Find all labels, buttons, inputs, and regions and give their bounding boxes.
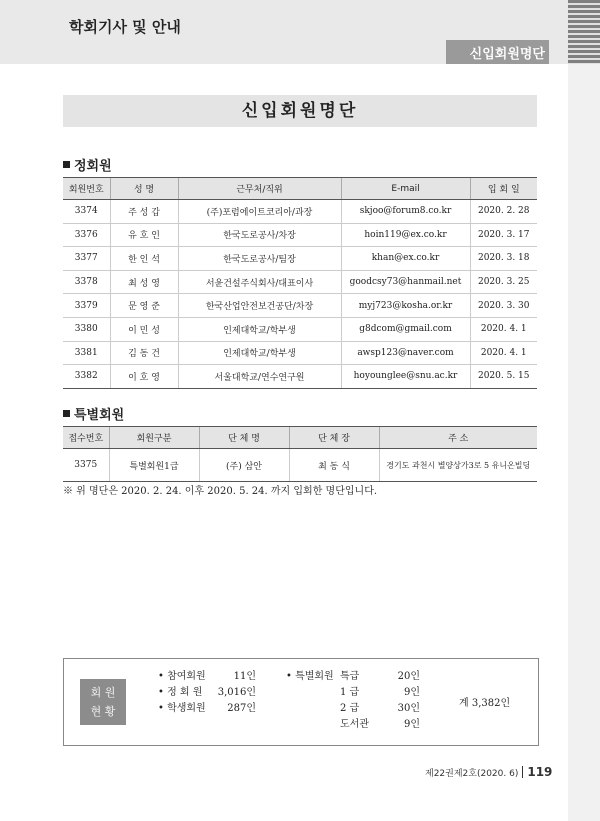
- member-name: 이 호 영: [110, 365, 178, 389]
- member-email: skjoo@forum8.co.kr: [341, 200, 470, 224]
- member-email: khan@ex.co.kr: [341, 247, 470, 271]
- column-header: 단 체 장: [289, 427, 379, 449]
- summary-left-counts: [212, 669, 256, 717]
- table-row: [63, 247, 537, 271]
- table-row: [63, 317, 537, 341]
- member-name: 유 호 인: [110, 223, 178, 247]
- organization-head: 최 동 식: [289, 449, 379, 482]
- member-email: hoyounglee@snu.ac.kr: [341, 365, 470, 389]
- column-header: 주 소: [379, 427, 537, 449]
- membership-summary: [63, 658, 539, 746]
- column-header: 성 명: [110, 178, 178, 200]
- column-header: 단 체 명: [199, 427, 289, 449]
- member-number: 3379: [63, 294, 110, 318]
- summary-grade: 1 급: [340, 687, 360, 698]
- member-name: 최 성 영: [110, 270, 178, 294]
- table-row: [63, 270, 537, 294]
- summary-left-names: [158, 669, 206, 717]
- member-affiliation: 인제대학교/학부생: [178, 317, 341, 341]
- member-join-date: 2020. 4. 1: [470, 341, 537, 365]
- section-tab-label: 신입회원명단: [469, 47, 545, 62]
- summary-label-line: 회 원: [90, 686, 116, 699]
- member-affiliation: 한국도로공사/팀장: [178, 247, 341, 271]
- bullet-square-icon: [63, 410, 70, 417]
- section-tab: [446, 40, 549, 64]
- header-bar: [0, 0, 568, 64]
- member-join-date: 2020. 2. 28: [470, 200, 537, 224]
- table-row: [63, 294, 537, 318]
- member-affiliation: 서울대학교/연수연구원: [178, 365, 341, 389]
- page-title: 신입회원명단: [63, 95, 537, 127]
- member-number: 3376: [63, 223, 110, 247]
- table-row: [63, 200, 537, 224]
- member-name: 이 민 성: [110, 317, 178, 341]
- member-name: 한 인 석: [110, 247, 178, 271]
- member-number: 3378: [63, 270, 110, 294]
- column-header: 접수번호: [63, 427, 109, 449]
- header-stripes: [568, 0, 600, 64]
- column-header: 회원번호: [63, 178, 110, 200]
- member-number: 3380: [63, 317, 110, 341]
- page-number: 119: [527, 765, 553, 779]
- regular-heading-label: 정회원: [74, 159, 112, 174]
- member-name: 주 성 갑: [110, 200, 178, 224]
- member-affiliation: 인제대학교/학부생: [178, 341, 341, 365]
- receipt-number: 3375: [63, 449, 109, 482]
- member-join-date: 2020. 3. 17: [470, 223, 537, 247]
- special-heading: [63, 404, 124, 423]
- member-join-date: 2020. 3. 18: [470, 247, 537, 271]
- summary-item-name: • 정 회 원: [158, 687, 203, 698]
- summary-grade-count: 20인: [397, 671, 420, 682]
- summary-special-label: • 특별회원: [286, 671, 334, 682]
- table-row: [63, 365, 537, 389]
- regular-members-table: [63, 177, 537, 389]
- column-header: 입 회 일: [470, 178, 537, 200]
- table-row: [63, 341, 537, 365]
- summary-total: 계 3,382인: [459, 698, 511, 709]
- special-members-table: [63, 426, 537, 482]
- period-note: ※ 위 명단은 2020. 2. 24. 이후 2020. 5. 24. 까지 입회한 명단입니다.: [63, 486, 378, 497]
- member-join-date: 2020. 3. 25: [470, 270, 537, 294]
- bullet-square-icon: [63, 161, 70, 168]
- organization-address: 경기도 과천시 별양상가3로 5 유니온빌딩: [379, 449, 537, 482]
- page-footer: [425, 765, 552, 779]
- member-number: 3377: [63, 247, 110, 271]
- organization-name: (주) 삼안: [199, 449, 289, 482]
- summary-item-count: 287인: [227, 703, 256, 714]
- column-header: 회원구분: [109, 427, 199, 449]
- member-email: goodcsy73@hanmail.net: [341, 270, 470, 294]
- summary-special-grades: [340, 669, 369, 733]
- member-join-date: 2020. 3. 30: [470, 294, 537, 318]
- member-affiliation: (주)포럼에이트코리아/과장: [178, 200, 341, 224]
- regular-heading: [63, 155, 112, 174]
- summary-label: [80, 679, 126, 725]
- table-row: [63, 223, 537, 247]
- member-email: myj723@kosha.or.kr: [341, 294, 470, 318]
- member-number: 3381: [63, 341, 110, 365]
- member-join-date: 2020. 5. 15: [470, 365, 537, 389]
- summary-special-counts: [384, 669, 420, 733]
- member-affiliation: 한국산업안전보건공단/차장: [178, 294, 341, 318]
- member-name: 김 동 건: [110, 341, 178, 365]
- member-affiliation: 서윤건설주식회사/대표이사: [178, 270, 341, 294]
- member-number: 3382: [63, 365, 110, 389]
- member-class: 특별회원1급: [109, 449, 199, 482]
- member-number: 3374: [63, 200, 110, 224]
- member-join-date: 2020. 4. 1: [470, 317, 537, 341]
- summary-grade-count: 9인: [403, 687, 420, 698]
- summary-item-name: • 학생회원: [158, 703, 206, 714]
- table-header-row: [63, 427, 537, 449]
- summary-grade: 도서관: [340, 719, 369, 730]
- page-edge-bar: [568, 64, 600, 821]
- member-name: 문 영 준: [110, 294, 178, 318]
- summary-grade-count: 9인: [403, 719, 420, 730]
- section-title: 학회기사 및 안내: [69, 18, 181, 36]
- special-heading-label: 특별회원: [74, 408, 125, 423]
- summary-item-name: • 참여회원: [158, 671, 206, 682]
- footer-divider: [522, 766, 523, 778]
- summary-label-line: 현 황: [90, 705, 116, 718]
- summary-item-count: 3,016인: [217, 687, 256, 698]
- summary-item-count: 11인: [233, 671, 256, 682]
- summary-grade: 2 급: [340, 703, 360, 714]
- summary-grade-count: 30인: [397, 703, 420, 714]
- member-affiliation: 한국도로공사/차장: [178, 223, 341, 247]
- table-header-row: [63, 178, 537, 200]
- column-header: E-mail: [341, 178, 470, 200]
- summary-grade: 특급: [340, 671, 360, 682]
- table-row: [63, 449, 537, 482]
- member-email: hoin119@ex.co.kr: [341, 223, 470, 247]
- issue-info: 제22권제2호(2020. 6): [425, 769, 519, 779]
- member-email: awsp123@naver.com: [341, 341, 470, 365]
- column-header: 근무처/직위: [178, 178, 341, 200]
- member-email: g8dcom@gmail.com: [341, 317, 470, 341]
